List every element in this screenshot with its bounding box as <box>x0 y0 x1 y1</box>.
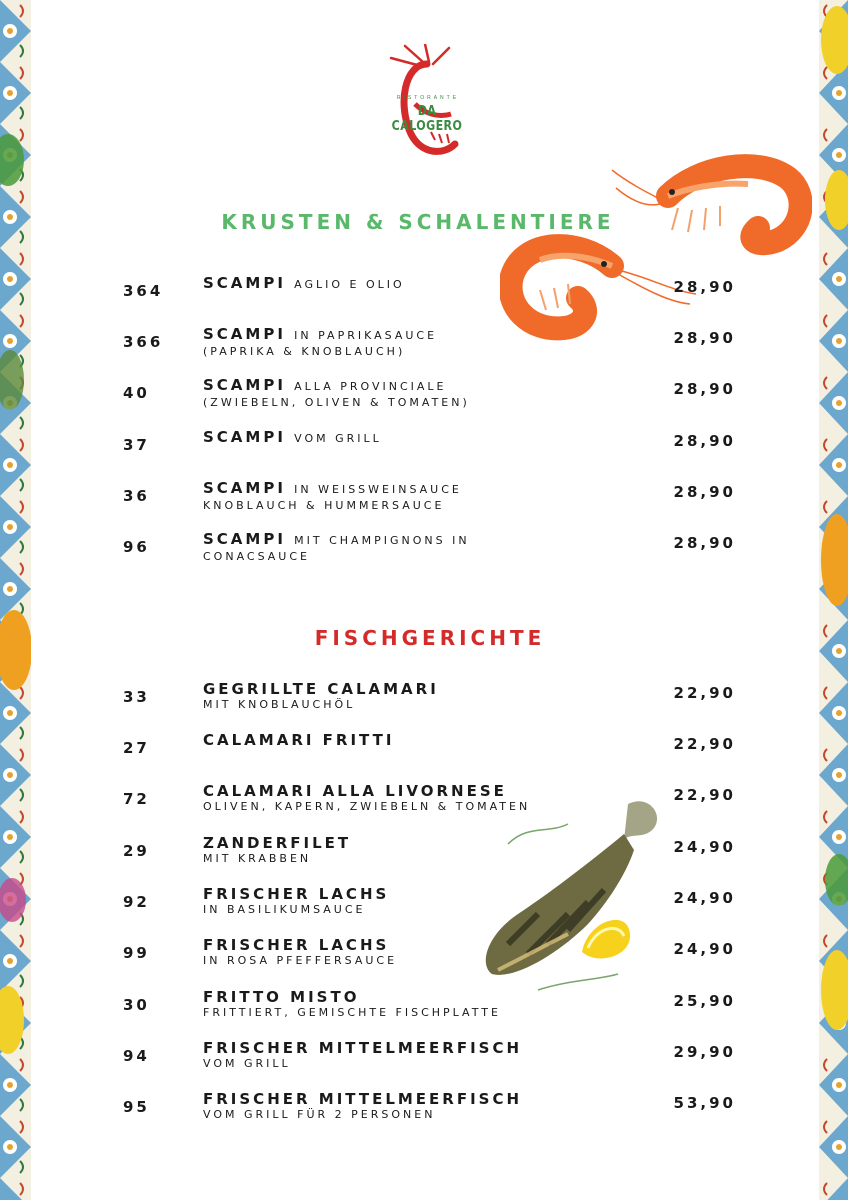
item-price: 22,90 <box>673 684 736 702</box>
item-subtitle: (PAPRIKA & KNOBLAUCH) <box>203 345 406 358</box>
item-description <box>203 376 643 410</box>
menu-item <box>0 428 848 468</box>
menu-item <box>0 325 848 365</box>
item-name-line <box>203 834 643 852</box>
item-name: SCAMPI <box>203 428 286 446</box>
item-price: 28,90 <box>673 432 736 450</box>
item-description <box>203 988 643 1020</box>
item-name-line <box>203 325 643 345</box>
menu-item <box>0 731 848 771</box>
item-subtitle: CONACSAUCE <box>203 550 310 563</box>
item-inline-note: MIT CHAMPIGNONS IN <box>294 534 470 547</box>
item-name-line <box>203 428 643 448</box>
item-name-line <box>203 274 643 294</box>
item-description <box>203 885 643 917</box>
menu-item <box>0 274 848 314</box>
menu-item <box>0 782 848 822</box>
item-price: 24,90 <box>673 889 736 907</box>
item-description <box>203 1039 643 1071</box>
item-name-line <box>203 731 643 749</box>
item-name: GEGRILLTE CALAMARI <box>203 680 439 698</box>
item-subtitle: OLIVEN, KAPERN, ZWIEBELN & TOMATEN <box>203 800 531 813</box>
menu-item <box>0 479 848 519</box>
item-name-line <box>203 988 643 1006</box>
item-description <box>203 325 643 359</box>
menu-item <box>0 1039 848 1079</box>
item-description <box>203 936 643 968</box>
section-title-krusten: KRUSTEN & SCHALENTIERE <box>221 210 615 234</box>
item-name-line <box>203 1090 643 1108</box>
item-name: FRISCHER MITTELMEERFISCH <box>203 1090 523 1108</box>
item-name: SCAMPI <box>203 325 286 343</box>
item-number: 36 <box>123 487 150 505</box>
item-name-line <box>203 782 643 800</box>
item-price: 29,90 <box>673 1043 736 1061</box>
item-subtitle: FRITTIERT, GEMISCHTE FISCHPLATTE <box>203 1006 501 1019</box>
menu-item <box>0 1090 848 1130</box>
item-subtitle: MIT KRABBEN <box>203 852 312 865</box>
item-description <box>203 731 643 749</box>
item-name: ZANDERFILET <box>203 834 352 852</box>
item-price: 28,90 <box>673 329 736 347</box>
item-number: 37 <box>123 436 150 454</box>
item-inline-note: IN WEISSWEINSAUCE <box>294 483 462 496</box>
item-subtitle: IN BASILIKUMSAUCE <box>203 903 366 916</box>
item-description <box>203 479 643 513</box>
item-number: 72 <box>123 790 150 808</box>
item-number: 96 <box>123 538 150 556</box>
item-number: 366 <box>123 333 164 351</box>
item-price: 24,90 <box>673 838 736 856</box>
item-name: SCAMPI <box>203 376 286 394</box>
menu-item <box>0 834 848 874</box>
item-name: FRISCHER MITTELMEERFISCH <box>203 1039 523 1057</box>
item-name: CALAMARI ALLA LIVORNESE <box>203 782 507 800</box>
menu-item <box>0 885 848 925</box>
item-price: 28,90 <box>673 483 736 501</box>
menu-item <box>0 530 848 570</box>
item-name-line <box>203 530 643 550</box>
item-name: SCAMPI <box>203 274 286 292</box>
item-subtitle: VOM GRILL <box>203 1057 291 1070</box>
item-description <box>203 834 643 866</box>
item-number: 40 <box>123 384 150 402</box>
item-inline-note: IN PAPRIKASAUCE <box>294 329 438 342</box>
menu-item <box>0 376 848 416</box>
item-subtitle: KNOBLAUCH & HUMMERSAUCE <box>203 499 445 512</box>
item-name: SCAMPI <box>203 479 286 497</box>
item-name: FRISCHER LACHS <box>203 885 390 903</box>
logo-subtitle: RISTORANTE <box>396 95 460 101</box>
item-price: 22,90 <box>673 735 736 753</box>
logo-name: DA CALOGERO <box>391 104 463 134</box>
item-inline-note: ALLA PROVINCIALE <box>294 380 447 393</box>
item-number: 94 <box>123 1047 150 1065</box>
item-name-line <box>203 1039 643 1057</box>
item-price: 25,90 <box>673 992 736 1010</box>
item-number: 364 <box>123 282 164 300</box>
item-price: 28,90 <box>673 380 736 398</box>
item-name: FRITTO MISTO <box>203 988 360 1006</box>
item-number: 95 <box>123 1098 150 1116</box>
item-number: 27 <box>123 739 150 757</box>
item-name-line <box>203 936 643 954</box>
item-subtitle: VOM GRILL FÜR 2 PERSONEN <box>203 1108 436 1121</box>
item-name-line <box>203 376 643 396</box>
item-number: 30 <box>123 996 150 1014</box>
item-description <box>203 530 643 564</box>
item-price: 28,90 <box>673 278 736 296</box>
item-description <box>203 1090 643 1122</box>
menu-item <box>0 988 848 1028</box>
item-price: 22,90 <box>673 786 736 804</box>
item-subtitle: MIT KNOBLAUCHÖL <box>203 698 356 711</box>
item-name: CALAMARI FRITTI <box>203 731 395 749</box>
menu-item <box>0 680 848 720</box>
item-name-line <box>203 885 643 903</box>
item-subtitle: IN ROSA PFEFFERSAUCE <box>203 954 398 967</box>
section-title-fischgerichte: FISCHGERICHTE <box>314 626 546 650</box>
item-name-line <box>203 479 643 499</box>
item-name: SCAMPI <box>203 530 286 548</box>
item-name-line <box>203 680 643 698</box>
item-price: 24,90 <box>673 940 736 958</box>
item-description <box>203 274 643 294</box>
item-number: 99 <box>123 944 150 962</box>
menu-item <box>0 936 848 976</box>
item-price: 53,90 <box>673 1094 736 1112</box>
item-number: 29 <box>123 842 150 860</box>
item-number: 92 <box>123 893 150 911</box>
item-number: 33 <box>123 688 150 706</box>
item-name: FRISCHER LACHS <box>203 936 390 954</box>
item-description <box>203 680 643 712</box>
item-inline-note: AGLIO E OLIO <box>294 278 405 291</box>
item-description <box>203 782 643 814</box>
item-inline-note: VOM GRILL <box>294 432 382 445</box>
item-description <box>203 428 643 448</box>
item-price: 28,90 <box>673 534 736 552</box>
item-subtitle: (ZWIEBELN, OLIVEN & TOMATEN) <box>203 396 470 409</box>
